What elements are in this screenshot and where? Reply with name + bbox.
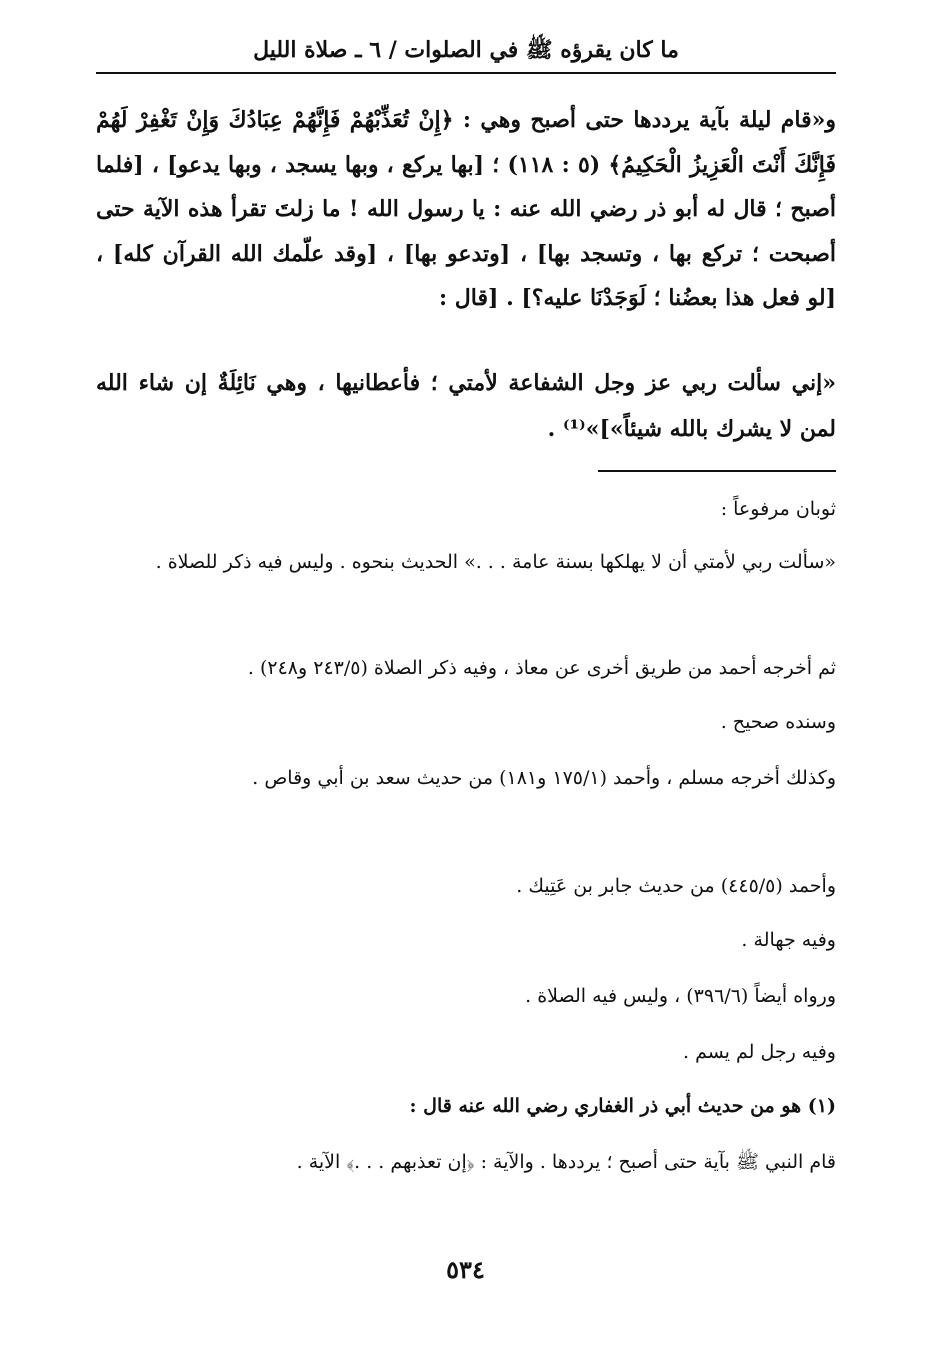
footnote-line-7: وفيه جهالة . xyxy=(741,929,836,951)
footnote-line-9: وفيه رجل لم يسم . xyxy=(682,1041,836,1063)
footnote-line-4: وسنده صحيح . xyxy=(720,711,836,733)
page-number: ٥٣٤ xyxy=(446,1255,485,1284)
footnote-line-8: ورواه أيضاً (٣٩٦/٦) ، وليس فيه الصلاة . xyxy=(525,985,836,1007)
footnote-separator xyxy=(598,470,836,472)
footnote-line-1: ثوبان مرفوعاً : xyxy=(720,498,836,520)
footnote-line-6: وأحمد (٤٤٥/٥) من حديث جابر بن عَتِيك . xyxy=(516,875,836,897)
footnote-line-3: ثم أخرجه أحمد من طريق أخرى عن معاذ ، وفيه ذكر الصلاة (٢٤٣/٥ و٢٤٨) . xyxy=(247,657,836,679)
main-text-paragraph-2: «إني سألت ربي عز وجل الشفاعة لأمتي ؛ فأعطانيها ، وهي نَائِلَةٌ إن شاء الله لمن لا يشرك بالله شيئاً»]»⁽¹⁾ . xyxy=(96,370,836,442)
footnote-line-2: «سألت ربي لأمتي أن لا يهلكها بسنة عامة . . .» الحديث بنحوه . وليس فيه ذكر للصلاة . xyxy=(155,551,836,573)
footnote-1-text: (١) هو من حديث أبي ذر الغفاري رضي الله عنه قال : xyxy=(409,1095,836,1117)
running-header-title: ما كان يقرؤه ﷺ في الصلوات / ٦ ـ صلاة الليل xyxy=(253,37,679,63)
footnote-1-continuation: قام النبي ﷺ بآية حتى أصبح ؛ يرددها . والآية : ﴿إن تعذبهم . . .﴾ الآية . xyxy=(296,1151,836,1173)
footnote-line-5: وكذلك أخرجه مسلم ، وأحمد (١٧٥/١ و١٨١) من حديث سعد بن أبي وقاص . xyxy=(252,767,836,789)
main-text-paragraph-1: و«قام ليلة بآية يرددها حتى أصبح وهي : ﴿إِنْ تُعَذِّبْهُمْ فَإِنَّهُمْ عِبَادُكَ وَإِنْ تَغْفِرْ لَهُمْ فَإِنَّكَ أَنْتَ الْعَزِيزُ الْحَكِيمُ﴾ (٥ : ١١٨) ؛ [بها يركع ، وبها يسجد ، وبها يدعو] ، [فلما أصبح ؛ قال له أبو ذر رضي الله عنه : يا رسول الله ! ما زلتَ تقرأ هذه الآية حتى أصبحت ؛ تركع بها ، وتسجد بها] ، [وتدعو بها] ، [وقد علّمك الله القرآن كله] ، [لو فعل هذا بعضُنا ؛ لَوَجَدْنَا عليه؟] . [قال : xyxy=(96,107,836,312)
header-rule xyxy=(96,72,836,74)
